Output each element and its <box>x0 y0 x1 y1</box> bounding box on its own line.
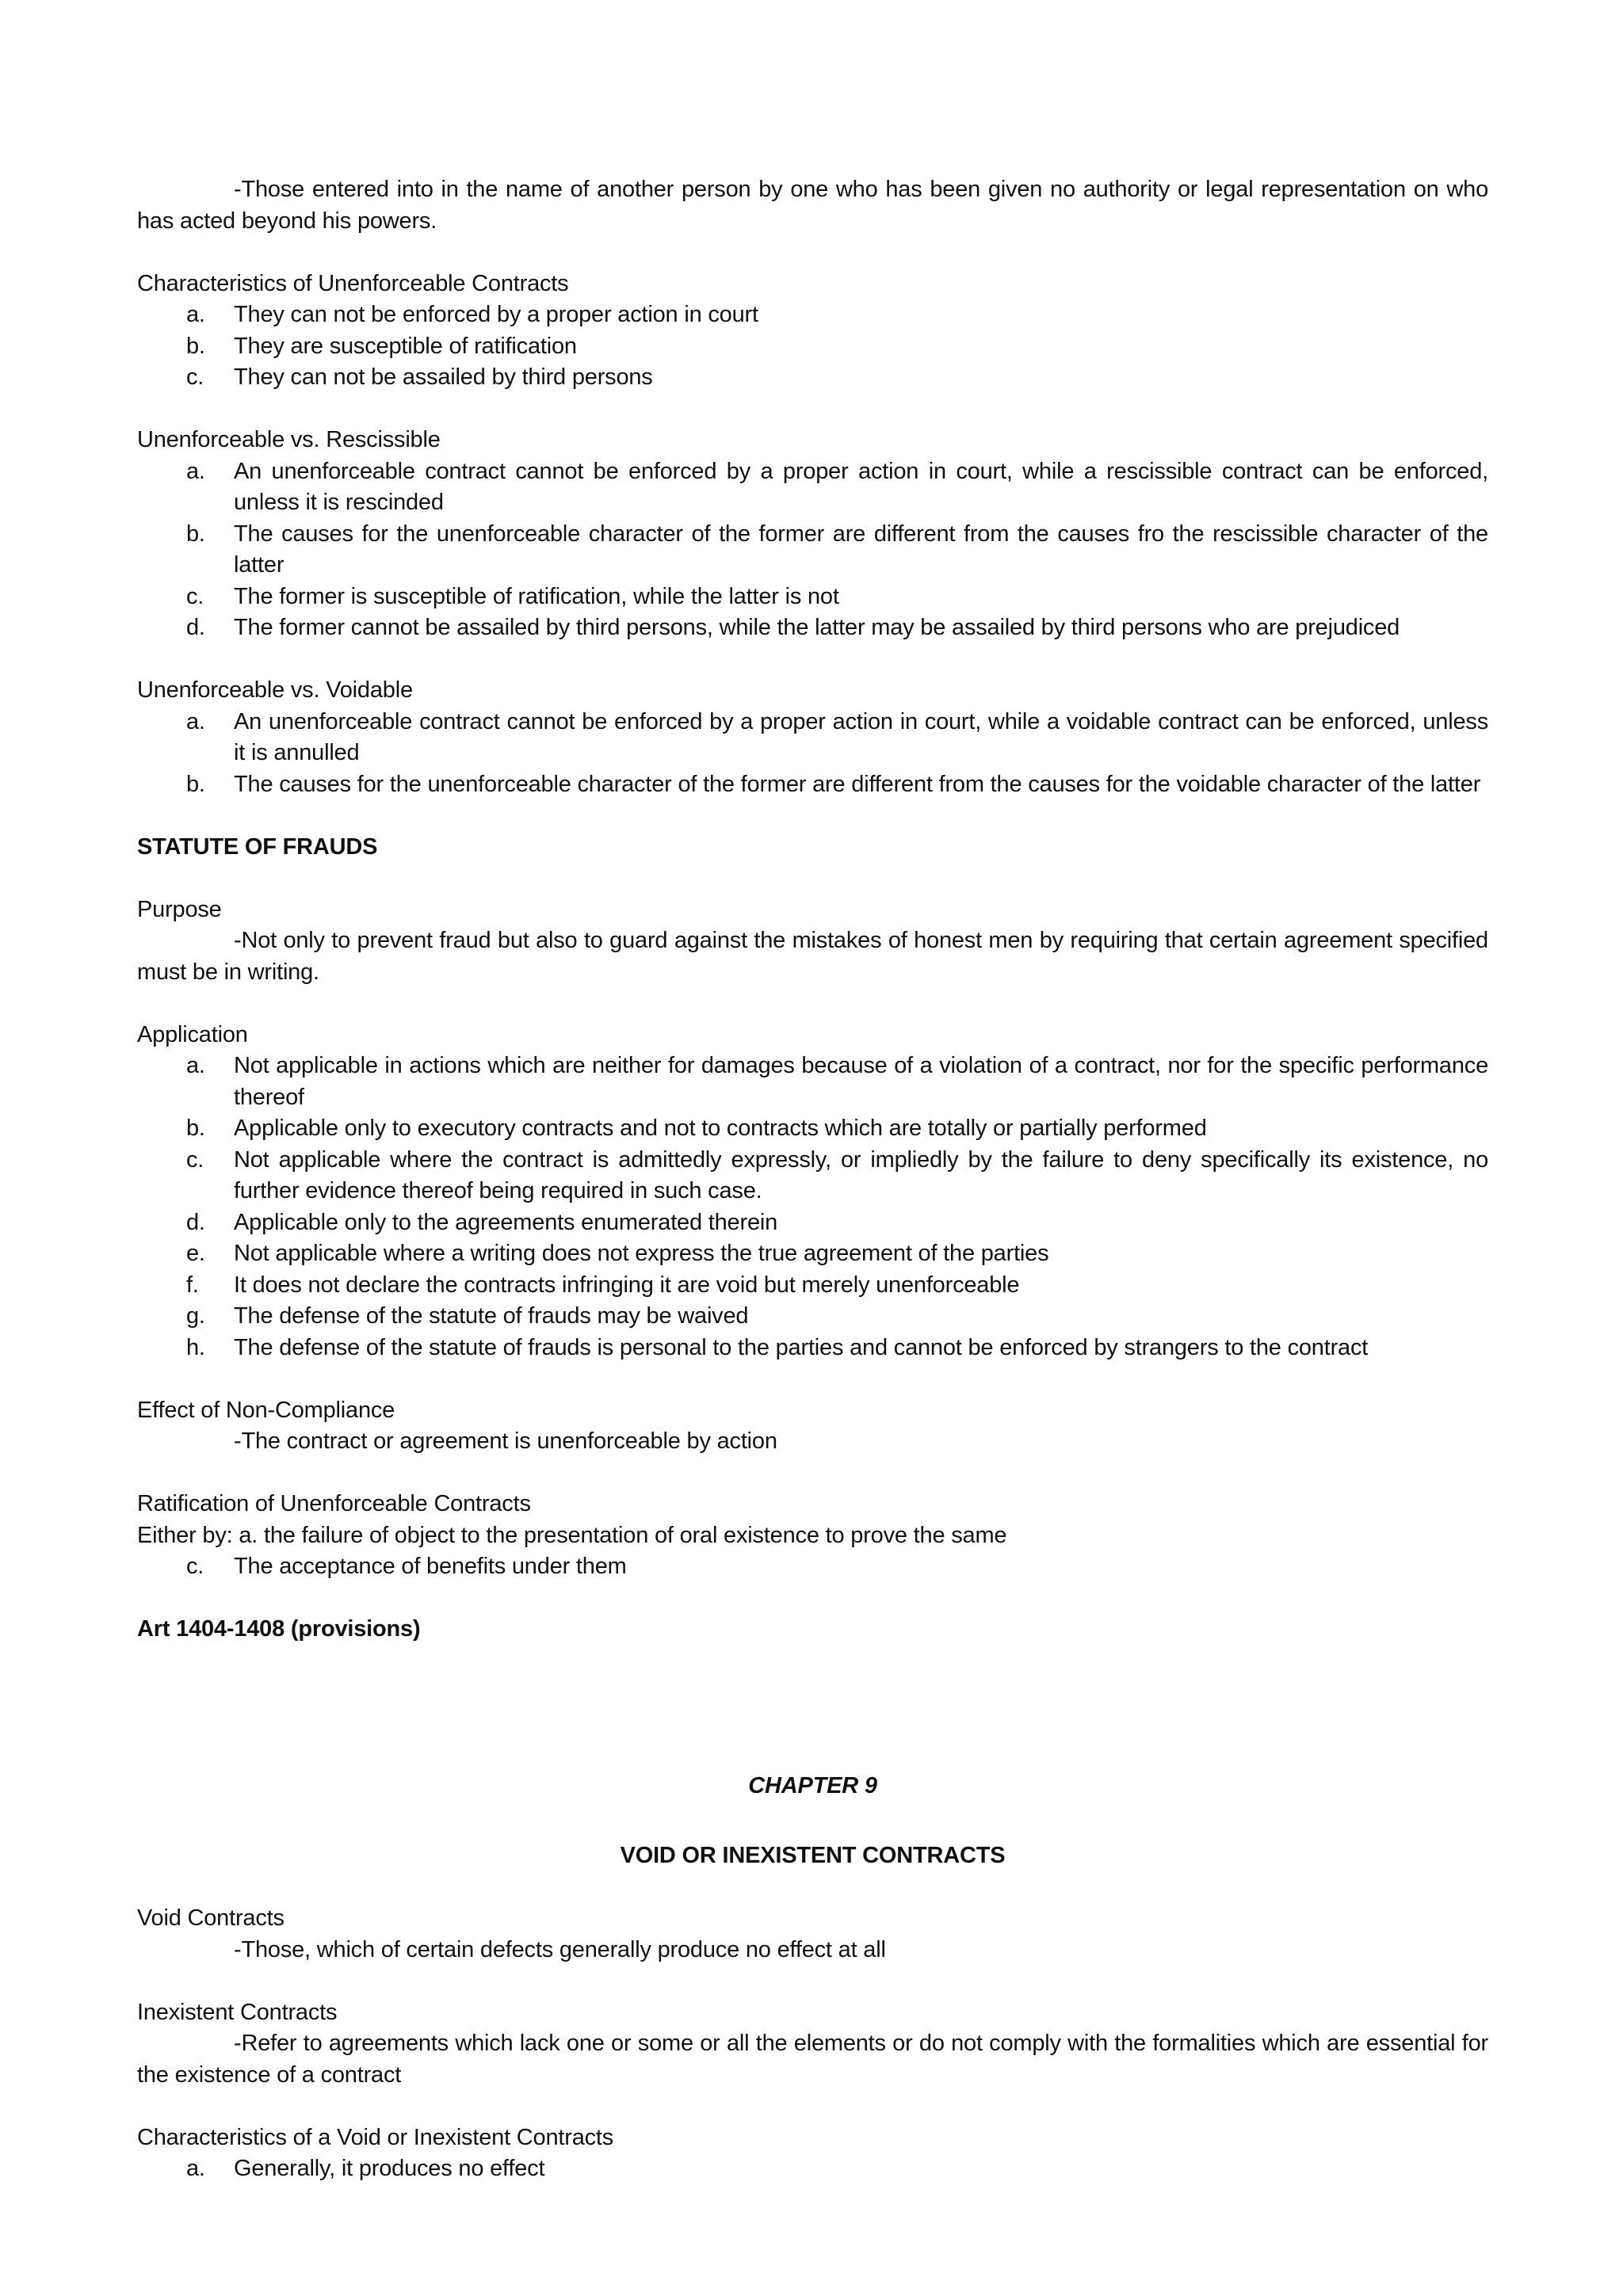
list-item-text: The causes for the unenforceable character of the former are different from the causes fro the rescissible character of the latter <box>234 521 1488 578</box>
list-marker: d. <box>186 615 205 640</box>
list-item <box>137 1238 1488 1270</box>
list-item-text: The defense of the statute of frauds may be waived <box>234 1303 749 1329</box>
list-item <box>137 362 1488 394</box>
list-item-text: Not applicable where a writing does not express the true agreement of the parties <box>234 1241 1049 1266</box>
characteristics-unenforceable-heading: Characteristics of Unenforceable Contracts <box>137 270 569 296</box>
unenforceable-vs-voidable-heading: Unenforceable vs. Voidable <box>137 677 413 703</box>
void-contracts-heading: Void Contracts <box>137 1905 285 1931</box>
list-item-text: An unenforceable contract cannot be enforced by a proper action in court, while a rescissible contract can be enforced, unless it is rescinded <box>234 458 1488 515</box>
ratification-line: Either by: a. the failure of object to the presentation of oral existence to prove the same <box>137 1522 1007 1548</box>
statute-of-frauds-heading: STATUTE OF FRAUDS <box>137 833 378 860</box>
list-item <box>137 331 1488 363</box>
list-item <box>137 707 1488 769</box>
list-marker: e. <box>186 1241 205 1266</box>
list-marker: a. <box>186 1053 205 1078</box>
list-item <box>137 1207 1488 1239</box>
list-marker: a. <box>186 458 205 484</box>
list-item-text: It does not declare the contracts infringing it are void but merely unenforceable <box>234 1272 1020 1298</box>
list-item <box>137 769 1488 801</box>
list-marker: b. <box>186 771 205 797</box>
list-item-text: The defense of the statute of frauds is personal to the parties and cannot be enforced by strangers to the contract <box>234 1334 1369 1360</box>
purpose-heading: Purpose <box>137 896 222 922</box>
list-item <box>137 1145 1488 1207</box>
list-item-text: They can not be enforced by a proper action in court <box>234 302 758 327</box>
list-item-text: They can not be assailed by third persons <box>234 364 653 390</box>
list-item <box>137 1270 1488 1302</box>
list-marker: h. <box>186 1334 205 1360</box>
list-marker: b. <box>186 521 205 547</box>
list-marker: c. <box>186 364 204 390</box>
list-item-text: The causes for the unenforceable character of the former are different from the causes for the voidable character of the latter <box>234 771 1481 797</box>
list-item-text: They are susceptible of ratification <box>234 333 577 359</box>
list-item <box>137 299 1488 331</box>
list-item-text: Generally, it produces no effect <box>234 2156 545 2181</box>
list-item <box>137 1551 1488 1583</box>
intro-paragraph: -Those entered into in the name of another person by one who has been given no authority or legal representation on who has acted beyond his powers. <box>137 177 1488 234</box>
inexistent-contracts-heading: Inexistent Contracts <box>137 1999 338 2025</box>
list-item <box>137 1301 1488 1333</box>
articles-heading: Art 1404-1408 (provisions) <box>137 1616 421 1642</box>
ratification-heading: Ratification of Unenforceable Contracts <box>137 1491 531 1516</box>
characteristics-void-list <box>137 2153 1488 2185</box>
list-item <box>137 582 1488 613</box>
list-item <box>137 1113 1488 1145</box>
list-marker: d. <box>186 1209 205 1235</box>
effect-text: -The contract or agreement is unenforceable by action <box>234 1428 777 1454</box>
list-marker: b. <box>186 333 205 359</box>
list-item <box>137 1333 1488 1364</box>
list-marker: c. <box>186 1146 204 1173</box>
list-marker: c. <box>186 1554 204 1579</box>
list-item-text: The former is susceptible of ratification, while the latter is not <box>234 583 839 609</box>
list-item <box>137 519 1488 582</box>
list-item-text: Applicable only to the agreements enumerated therein <box>234 1209 778 1235</box>
list-marker: a. <box>186 302 205 327</box>
list-marker: a. <box>186 708 205 734</box>
list-marker: b. <box>186 1116 205 1141</box>
purpose-text: -Not only to prevent fraud but also to guard against the mistakes of honest men by requiring that certain agreement specified must be in writing. <box>137 928 1488 985</box>
characteristics-unenforceable-list <box>137 299 1488 394</box>
list-item <box>137 456 1488 519</box>
list-item-text: Not applicable where the contract is admittedly expressly, or impliedly by the failure to deny specifically its existence, no further evidence thereof being required in such case. <box>234 1146 1488 1203</box>
list-item-text: The acceptance of benefits under them <box>234 1554 627 1579</box>
application-list <box>137 1051 1488 1363</box>
list-marker: a. <box>186 2156 205 2181</box>
list-item-text: An unenforceable contract cannot be enforced by a proper action in court, while a voidable contract can be enforced, unless it is annulled <box>234 708 1488 765</box>
list-item <box>137 1051 1488 1113</box>
void-contracts-text: -Those, which of certain defects generally produce no effect at all <box>234 1936 886 1962</box>
list-item <box>137 2153 1488 2185</box>
inexistent-contracts-text: -Refer to agreements which lack one or some or all the elements or do not comply with the formalities which are essential for the existence of a contract <box>137 2031 1488 2088</box>
chapter-label: CHAPTER 9 <box>748 1772 877 1798</box>
unenforceable-vs-rescissible-heading: Unenforceable vs. Rescissible <box>137 427 441 452</box>
effect-heading: Effect of Non-Compliance <box>137 1397 395 1423</box>
unenforceable-vs-voidable-list <box>137 707 1488 801</box>
list-item-text: Not applicable in actions which are neither for damages because of a violation of a contract, nor for the specific performance thereof <box>234 1053 1488 1110</box>
ratification-list <box>137 1551 1488 1583</box>
unenforceable-vs-rescissible-list <box>137 456 1488 644</box>
list-marker: f. <box>186 1272 199 1298</box>
characteristics-void-heading: Characteristics of a Void or Inexistent Contracts <box>137 2124 614 2150</box>
chapter-title: VOID OR INEXISTENT CONTRACTS <box>620 1843 1006 1868</box>
list-marker: g. <box>186 1303 205 1329</box>
list-item-text: The former cannot be assailed by third persons, while the latter may be assailed by third persons who are prejudiced <box>234 615 1400 640</box>
list-item <box>137 612 1488 644</box>
list-item-text: Applicable only to executory contracts and not to contracts which are totally or partially performed <box>234 1116 1207 1141</box>
list-marker: c. <box>186 583 204 609</box>
application-heading: Application <box>137 1021 248 1047</box>
